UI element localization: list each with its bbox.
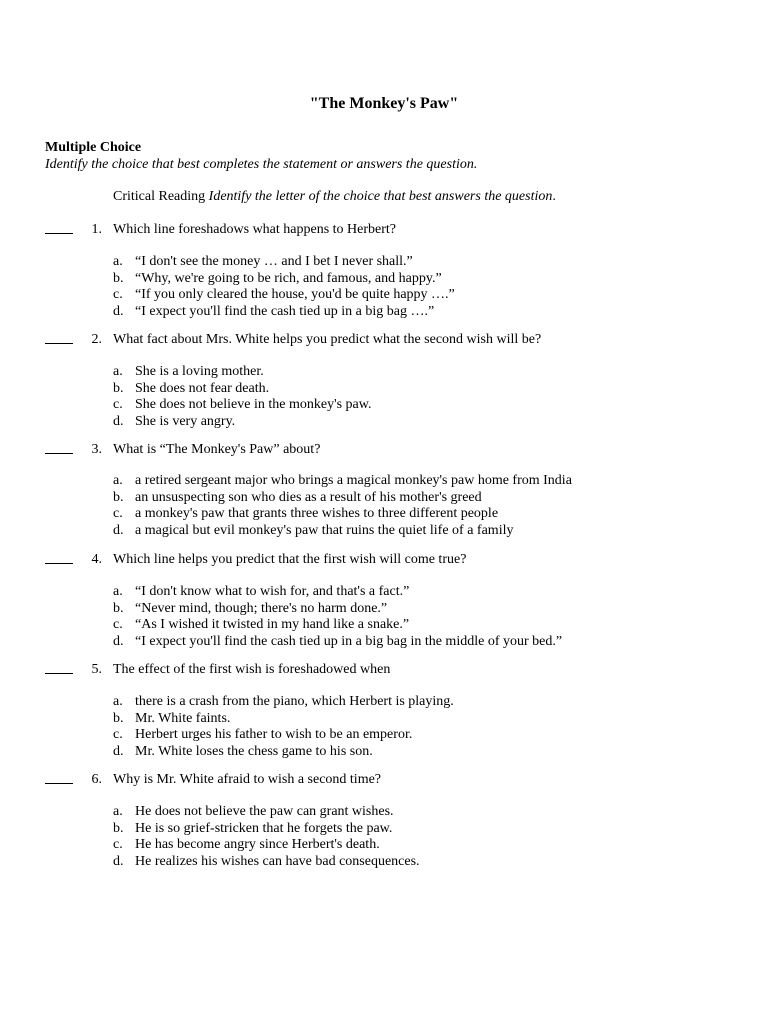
answer-blank[interactable] <box>45 331 73 344</box>
choice-letter: b. <box>113 820 124 836</box>
choice-letter: c. <box>113 837 123 852</box>
choice-letter: a. <box>113 364 123 379</box>
answer-blank[interactable] <box>45 661 73 674</box>
subsection-line <box>113 188 556 205</box>
choice-letter: a. <box>113 254 123 269</box>
choice-letter: c. <box>113 617 123 632</box>
answer-blank[interactable] <box>45 771 73 784</box>
choice-text: an unsuspecting son who dies as a result of his mother's greed <box>135 489 482 505</box>
choice-b <box>0 821 768 838</box>
choice-text: there is a crash from the piano, which Herbert is playing. <box>135 694 454 709</box>
choice-text: “I expect you'll find the cash tied up in a big bag in the middle of your bed.” <box>135 633 563 649</box>
choice-text: Mr. White loses the chess game to his son. <box>135 743 373 759</box>
choice-d <box>0 854 768 871</box>
choice-c <box>0 837 768 854</box>
choice-letter: c. <box>113 506 123 521</box>
choice-letter: c. <box>113 287 123 302</box>
choice-b <box>0 711 768 728</box>
question-text: What fact about Mrs. White helps you predict what the second wish will be? <box>113 332 542 347</box>
choice-letter: d. <box>113 303 124 319</box>
choice-letter: c. <box>113 397 123 412</box>
choice-text: “Never mind, though; there's no harm done.” <box>135 600 388 616</box>
question-stem <box>0 771 768 788</box>
choice-c <box>0 617 768 634</box>
choice-text: “I don't see the money … and I bet I never shall.” <box>135 254 413 269</box>
choice-text: a magical but evil monkey's paw that ruins the quiet life of a family <box>135 522 514 538</box>
choice-c <box>0 397 768 414</box>
choice-letter: d. <box>113 743 124 759</box>
choice-list <box>0 804 768 870</box>
choice-list <box>0 473 768 539</box>
choice-text: “As I wished it twisted in my hand like a snake.” <box>135 617 410 632</box>
choice-text: “I expect you'll find the cash tied up in a big bag ….” <box>135 303 435 319</box>
choice-a <box>0 694 768 711</box>
question-text: Why is Mr. White afraid to wish a second time? <box>113 772 382 787</box>
choice-letter: b. <box>113 270 124 286</box>
question-stem <box>0 221 768 238</box>
question-number: 5. <box>91 662 102 677</box>
question-text: What is “The Monkey's Paw” about? <box>113 442 321 457</box>
choice-c <box>0 506 768 523</box>
question-text: Which line foreshadows what happens to Herbert? <box>113 222 397 237</box>
choice-text: He is so grief-stricken that he forgets the paw. <box>135 820 393 836</box>
choice-letter: b. <box>113 489 124 505</box>
choice-letter: d. <box>113 853 124 869</box>
choice-text: She does not believe in the monkey's paw. <box>135 397 372 412</box>
section-heading: Multiple Choice <box>45 140 142 155</box>
subsection-period: . <box>552 189 556 204</box>
choice-text: “I don't know what to wish for, and that's a fact.” <box>135 584 410 599</box>
choice-list <box>0 584 768 650</box>
question-text: The effect of the first wish is foreshadowed when <box>113 662 391 677</box>
choice-b <box>0 271 768 288</box>
choice-a <box>0 364 768 381</box>
question-stem <box>0 661 768 678</box>
section-instructions: Identify the choice that best completes the statement or answers the question. <box>45 157 478 172</box>
choice-text: “If you only cleared the house, you'd be quite happy ….” <box>135 287 455 302</box>
choice-a <box>0 254 768 271</box>
choice-a <box>0 804 768 821</box>
choice-letter: c. <box>113 727 123 742</box>
choice-d <box>0 304 768 321</box>
choice-c <box>0 287 768 304</box>
choice-text: She is a loving mother. <box>135 364 264 379</box>
question-number: 6. <box>91 772 102 787</box>
choice-text: She is very angry. <box>135 413 236 429</box>
choice-text: He does not believe the paw can grant wishes. <box>135 804 394 819</box>
choice-b <box>0 601 768 618</box>
choice-letter: d. <box>113 413 124 429</box>
choice-letter: d. <box>113 522 124 538</box>
choice-letter: b. <box>113 600 124 616</box>
choice-a <box>0 584 768 601</box>
question-number: 4. <box>91 552 102 567</box>
subsection-instructions: Identify the letter of the choice that best answers the question <box>208 189 553 204</box>
choice-letter: d. <box>113 633 124 649</box>
question-number: 1. <box>91 222 102 237</box>
choice-text: He has become angry since Herbert's death. <box>135 837 380 852</box>
choice-list <box>0 254 768 320</box>
question-number: 3. <box>91 442 102 457</box>
choice-b <box>0 381 768 398</box>
choice-list <box>0 364 768 430</box>
choice-text: She does not fear death. <box>135 380 270 396</box>
choice-text: He realizes his wishes can have bad consequences. <box>135 853 420 869</box>
choice-d <box>0 744 768 761</box>
question-text: Which line helps you predict that the first wish will come true? <box>113 552 467 567</box>
choice-text: “Why, we're going to be rich, and famous, and happy.” <box>135 270 442 286</box>
choice-b <box>0 490 768 507</box>
choice-list <box>0 694 768 760</box>
subsection-label: Critical Reading <box>113 189 206 204</box>
choice-d <box>0 523 768 540</box>
choice-c <box>0 727 768 744</box>
document-title: "The Monkey's Paw" <box>309 95 459 112</box>
choice-text: a monkey's paw that grants three wishes to three different people <box>135 506 499 521</box>
choice-letter: a. <box>113 694 123 709</box>
choice-letter: a. <box>113 804 123 819</box>
answer-blank[interactable] <box>45 221 73 234</box>
choice-letter: a. <box>113 473 123 488</box>
choice-d <box>0 414 768 431</box>
answer-blank[interactable] <box>45 551 73 564</box>
choice-letter: a. <box>113 584 123 599</box>
answer-blank[interactable] <box>45 441 73 454</box>
choice-text: a retired sergeant major who brings a magical monkey's paw home from India <box>135 473 572 488</box>
choice-letter: b. <box>113 710 124 726</box>
question-number: 2. <box>91 332 102 347</box>
choice-text: Herbert urges his father to wish to be an emperor. <box>135 727 413 742</box>
question-stem <box>0 441 768 458</box>
question-stem <box>0 551 768 568</box>
choice-d <box>0 634 768 651</box>
choice-letter: b. <box>113 380 124 396</box>
choice-a <box>0 473 768 490</box>
choice-text: Mr. White faints. <box>135 710 231 726</box>
question-stem <box>0 331 768 348</box>
